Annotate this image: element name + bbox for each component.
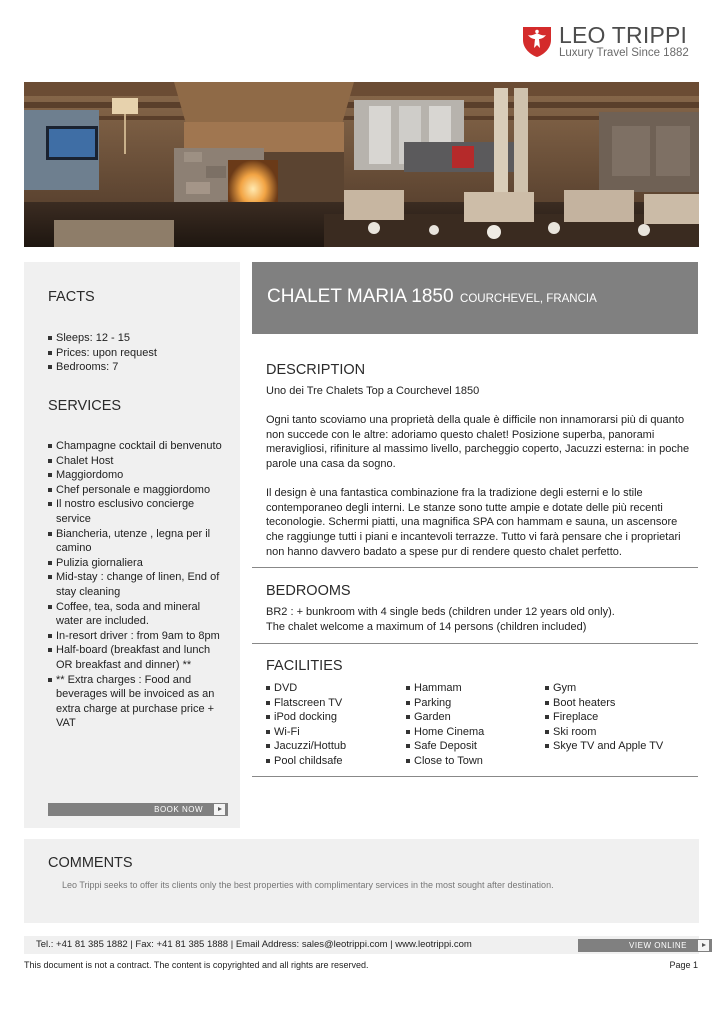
bedrooms-heading: BEDROOMS — [266, 583, 351, 599]
comments-heading: COMMENTS — [48, 855, 133, 871]
list-item: Skye TV and Apple TV — [545, 739, 685, 754]
facts-list — [48, 331, 228, 375]
list-item: Sleeps: 12 - 15 — [48, 331, 228, 346]
description-paragraph: Il design è una fantastica combinazione fra la tradizione degli esterni e lo stile contemporaneo degli interni. Le stanze sono tutte ampie e dotate delle più recenti teconologie. Schermi piatti, una magnifica SPA con hammam e sauna, un ascensore che raggiunge tutti i piani e incantevoli terrazze. Tutto vi farà pensare che i proprietari non hanno davvero badato a spese pur di rendere questo chalet perfetto. — [266, 487, 681, 558]
footer-contact: Tel.: +41 81 385 1882 | Fax: +41 81 385 1888 | Email Address: sales@leotrippi.com | www.leotrippi.com — [36, 939, 472, 950]
list-item: Pool childsafe — [266, 754, 406, 769]
brand-logo — [521, 22, 701, 62]
brand-name: LEO TRIPPI — [559, 22, 688, 48]
title-bar — [252, 262, 698, 334]
footer-bar — [24, 936, 699, 954]
services-heading: SERVICES — [48, 398, 122, 414]
list-item: Ski room — [545, 725, 685, 740]
list-item: Il nostro esclusivo concierge service — [48, 497, 228, 526]
page-title — [267, 286, 597, 308]
divider — [252, 776, 698, 777]
view-online-button[interactable] — [578, 939, 712, 952]
shield-logo-icon — [521, 24, 553, 58]
hero-photo — [24, 82, 699, 247]
divider — [252, 643, 698, 644]
list-item: Chef personale e maggiordomo — [48, 483, 228, 498]
list-item: Boot heaters — [545, 696, 685, 711]
description-body — [266, 384, 691, 574]
list-item: Gym — [545, 681, 685, 696]
list-item: Prices: upon request — [48, 346, 228, 361]
brand-tagline: Luxury Travel Since 1882 — [559, 47, 689, 59]
disclaimer: This document is not a contract. The content is copyrighted and all rights are reserved. — [24, 960, 369, 970]
list-item: DVD — [266, 681, 406, 696]
chalet-location: COURCHEVEL, FRANCIA — [460, 293, 597, 305]
list-item: Champagne cocktail di benvenuto — [48, 439, 228, 454]
list-item: Half-board (breakfast and lunch OR breakfast and dinner) ** — [48, 643, 228, 672]
list-item: Biancheria, utenze , legna per il camino — [48, 527, 228, 556]
arrow-right-icon — [214, 804, 225, 815]
comments-text: Leo Trippi seeks to offer its clients only the best properties with complimentary services in the most sought after destination. — [62, 880, 554, 890]
view-online-label: VIEW ONLINE — [629, 941, 687, 950]
divider — [252, 567, 698, 568]
list-item: Flatscreen TV — [266, 696, 406, 711]
list-item: Wi-Fi — [266, 725, 406, 740]
arrow-right-icon — [698, 940, 709, 951]
facilities-column — [406, 681, 546, 769]
book-now-button[interactable] — [48, 803, 228, 816]
list-item: Garden — [406, 710, 546, 725]
list-item: Bedrooms: 7 — [48, 360, 228, 375]
list-item: iPod docking — [266, 710, 406, 725]
sidebar — [24, 262, 240, 828]
list-item: Maggiordomo — [48, 468, 228, 483]
facilities-heading: FACILITIES — [266, 658, 343, 674]
list-item: Parking — [406, 696, 546, 711]
bedrooms-line: The chalet welcome a maximum of 14 persons (children included) — [266, 620, 587, 633]
list-item: Pulizia giornaliera — [48, 556, 228, 571]
list-item: Jacuzzi/Hottub — [266, 739, 406, 754]
chalet-name: CHALET MARIA 1850 — [267, 286, 454, 307]
description-heading: DESCRIPTION — [266, 362, 366, 378]
list-item: Fireplace — [545, 710, 685, 725]
description-paragraph: Uno dei Tre Chalets Top a Courchevel 1850 — [266, 385, 480, 397]
list-item: Close to Town — [406, 754, 546, 769]
page-number: Page 1 — [669, 960, 698, 970]
list-item: In-resort driver : from 9am to 8pm — [48, 629, 228, 644]
list-item: Home Cinema — [406, 725, 546, 740]
list-item: Mid-stay : change of linen, End of stay cleaning — [48, 570, 228, 599]
list-item: ** Extra charges : Food and beverages will be invoiced as an extra charge at purchase price + VAT — [48, 673, 228, 731]
list-item: Safe Deposit — [406, 739, 546, 754]
facts-heading: FACTS — [48, 289, 95, 305]
book-now-label: BOOK NOW — [154, 805, 203, 814]
list-item: Chalet Host — [48, 454, 228, 469]
description-paragraph: Ogni tanto scoviamo una proprietà della quale è difficile non innamorarsi più di quanto non succede con le altre: adoriamo questo chalet! Posizione superba, panorami meravigliosi, rifiniture al massimo livello, parcheggio coperto, Jacuzzi esterna: in poche parole una casa da sogno. — [266, 414, 690, 470]
facilities-column — [266, 681, 406, 769]
services-list — [48, 439, 228, 731]
bedrooms-line: BR2 : + bunkroom with 4 single beds (children under 12 years old only). — [266, 606, 615, 618]
list-item: Coffee, tea, soda and mineral water are included. — [48, 600, 228, 629]
bedrooms-body — [266, 605, 691, 634]
comments-box — [24, 839, 699, 923]
facilities-column — [545, 681, 685, 754]
list-item: Hammam — [406, 681, 546, 696]
